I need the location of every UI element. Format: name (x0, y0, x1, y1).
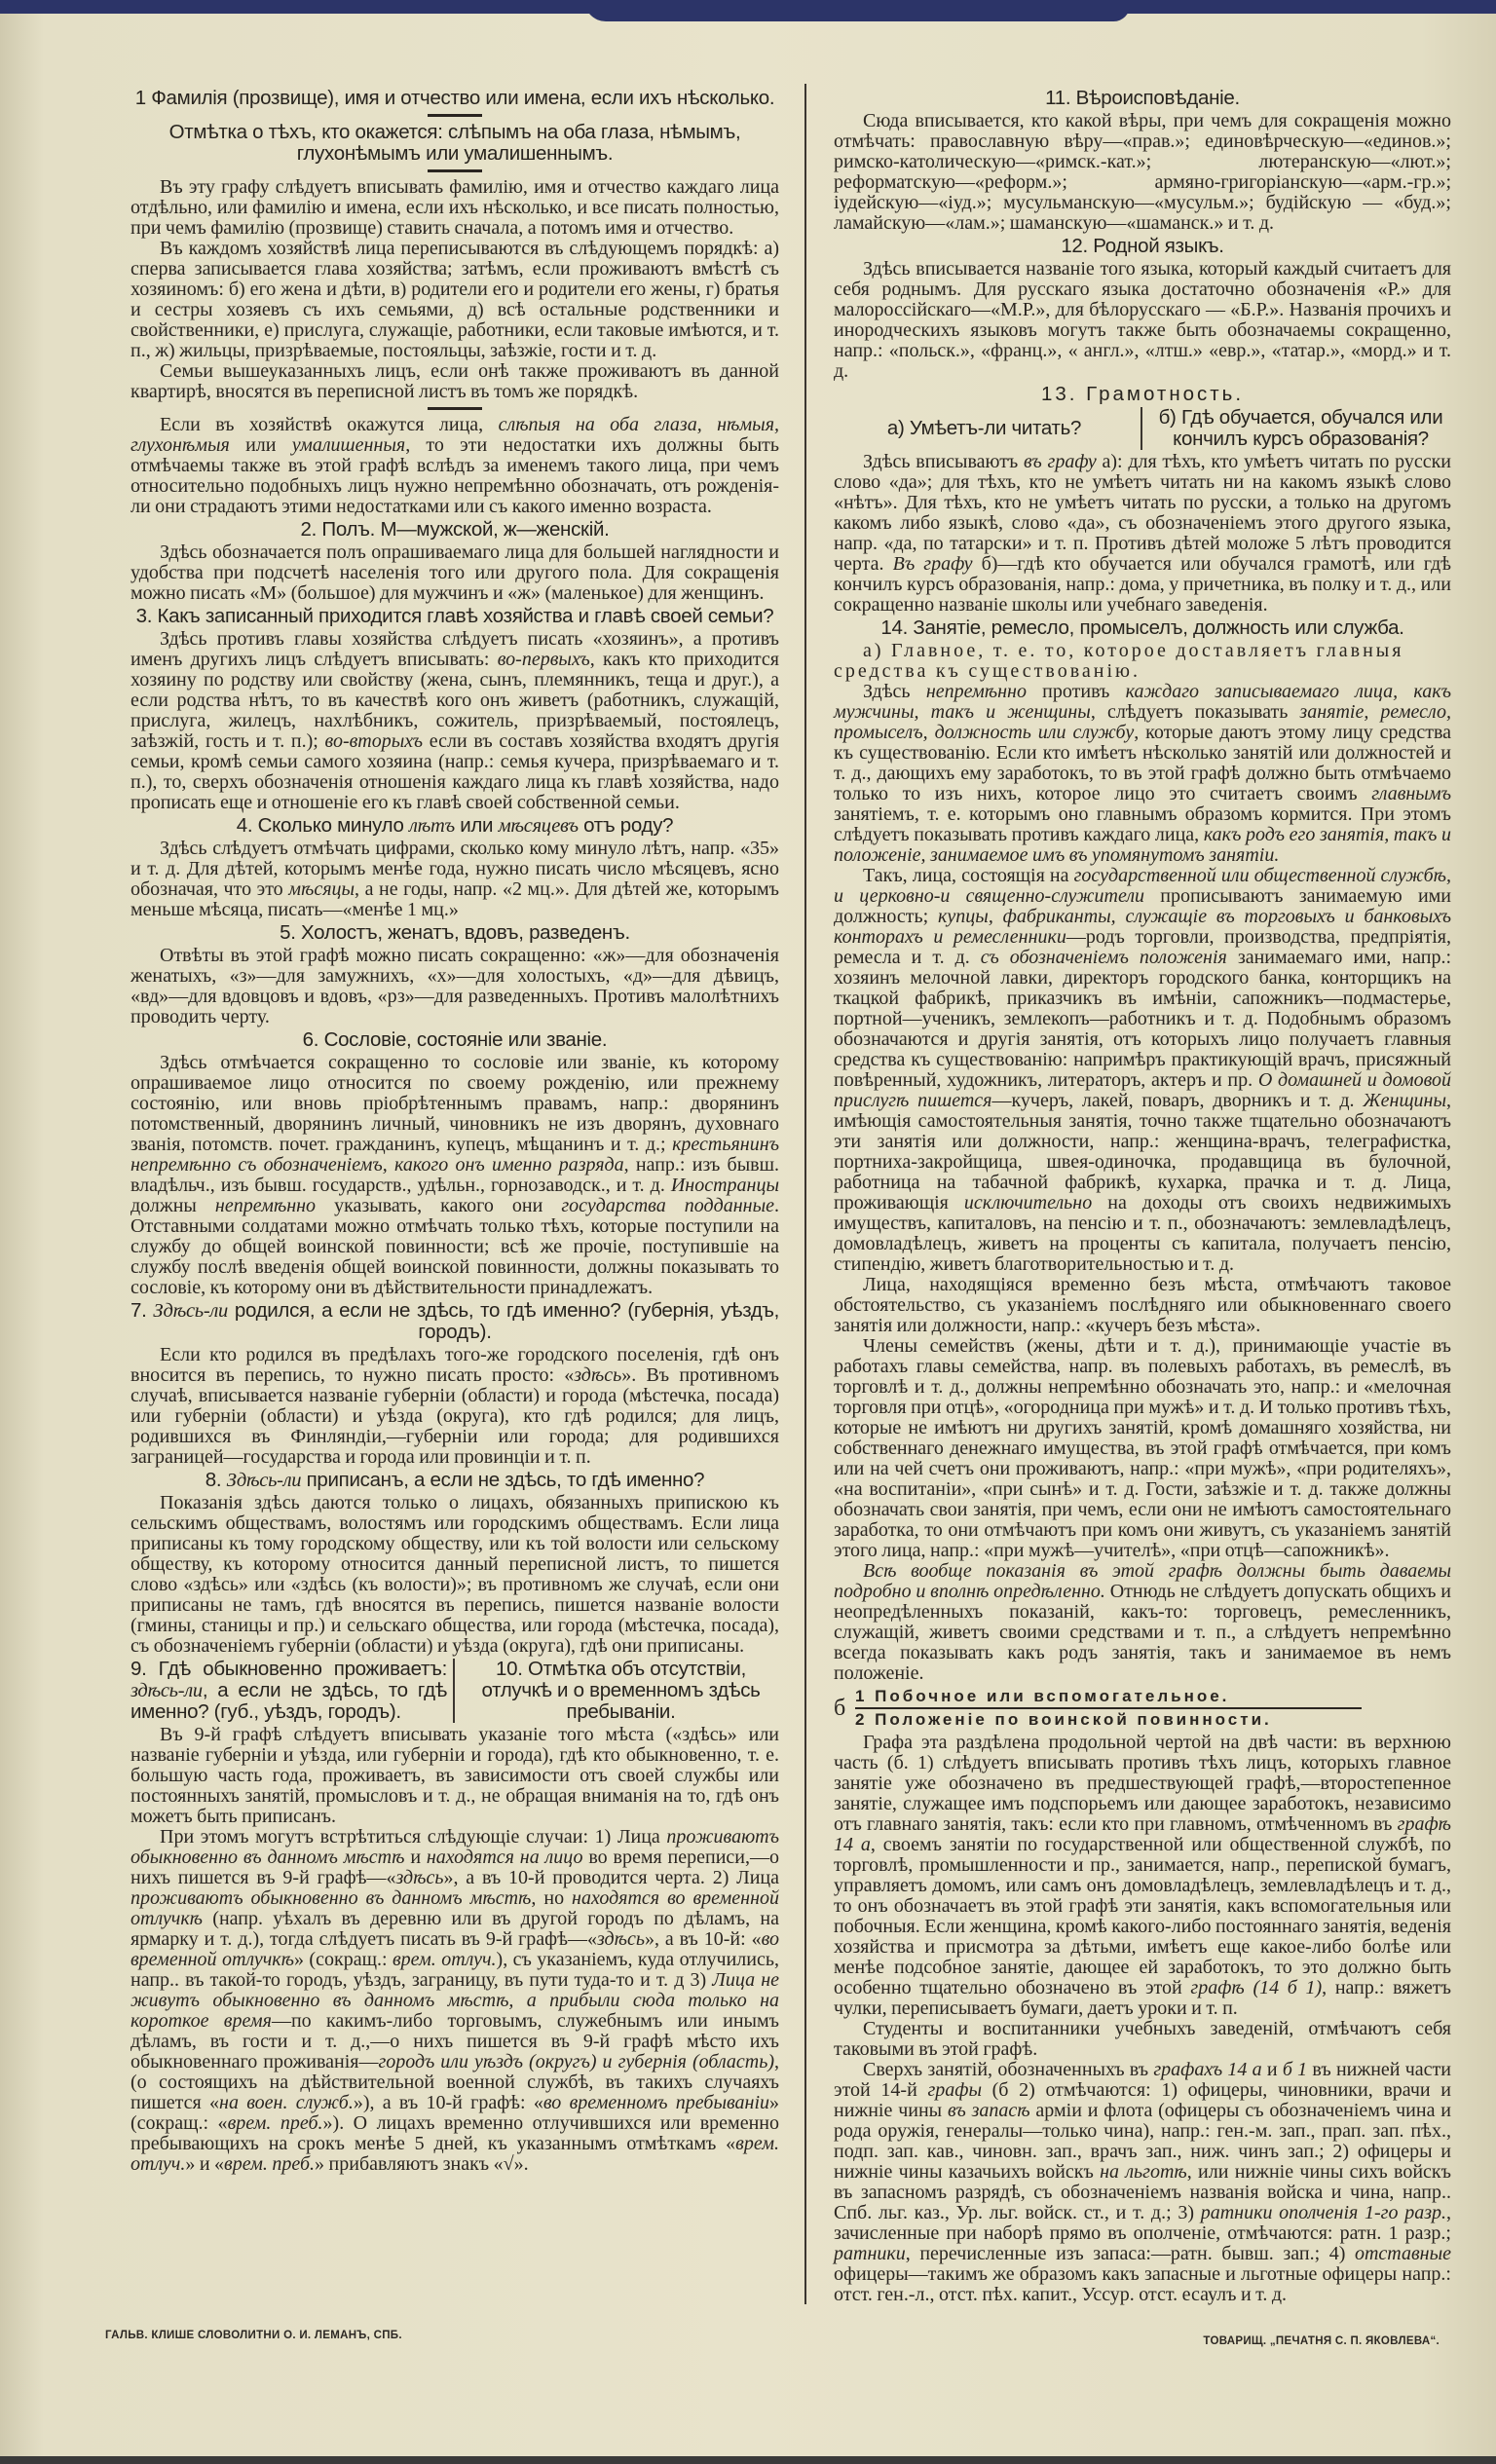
paragraph (131, 1493, 779, 1657)
paragraph (131, 415, 779, 517)
paragraph (131, 629, 779, 813)
section-14-occupation (834, 617, 1451, 2305)
paragraph (131, 1827, 779, 2175)
italic-text-run: графахъ 14 а (1153, 2059, 1262, 2080)
text-run: ), съ указаніемъ, куда отлучились, напр.. въ такой-то городъ, уѣздъ, заграницу, въ пути туда-то и т. д 3) (131, 1949, 779, 1991)
italic-text-run: въ запасѣ (947, 2100, 1030, 2121)
text-run: Здѣсь (863, 681, 926, 702)
italic-text-run: мѣсяцевъ (498, 815, 579, 837)
italic-text-run: Въ графу (892, 553, 973, 575)
text-run: въ нижней части этой 14-й (834, 2059, 1451, 2101)
section-13a-heading (887, 418, 1081, 439)
italic-text-run: врем. преб. (227, 2112, 323, 2134)
text-run: 13. Грамотность. (1040, 383, 1245, 405)
text-run: , слѣдуетъ показывать (1090, 701, 1300, 723)
italic-text-run: исключительно (963, 1192, 1093, 1213)
text-run: Отнюдь не слѣдуетъ допускать общихъ и неопредѣленныхъ показаній, какъ-то: торговецъ, ремесленникъ, служащій, живетъ своими средствами и т. п., а слѣдуетъ непремѣнно всегда показывать какъ родъ занятія, такъ и занимаемое въ немъ положеніе. (834, 1581, 1452, 1684)
text-run: ». Въ противномъ случаѣ, вписывается названіе губерніи (области) и города (мѣстечка, посада) или губерніи (области) и уѣзда (округа), кто гдѣ родился; для лицъ, родившихся въ Финляндіи,—губерніи или города; для родившихся заграницей—государства и города или провинціи и т. п. (131, 1364, 779, 1468)
section-9-heading (131, 1659, 447, 1723)
section-9-10-residence (131, 1659, 779, 2175)
text-run: Такъ, лица, состоящія на (863, 865, 1074, 886)
page-bottom-edge (0, 2456, 1496, 2464)
italic-text-run: находятся на лицо (426, 1847, 583, 1868)
section-13-literacy (834, 384, 1451, 616)
paragraph (131, 542, 779, 604)
text-run: —родъ торговли, производства, предпріятія, ремесла и т. д. (834, 926, 1451, 968)
section-1-heading (131, 88, 779, 109)
italic-text-run: непремѣнно (925, 681, 1027, 702)
paragraph (834, 2019, 1451, 2060)
section-3-heading (131, 606, 779, 627)
text-run: Показанія здѣсь даются только о лицахъ, обязанныхъ припискою къ сельскимъ обществамъ, волостямъ или городскимъ обществамъ. Если лица приписаны къ тому городскому обществу, или къ той волости или сельскому обществу, къ которому относится данный переписной листъ, то пишется слово «здѣсь» или «здѣсь (къ волости)»; въ противномъ же случаѣ, если они приписаны не тамъ, гдѣ вносятся въ перепись, пишется названіе волости (гмины, станицы и пр.) и сельскаго общества, или города (мѣстечка, посада), съ обозначеніемъ губерніи (области) и уѣзда (округа), гдѣ они приписаны. (131, 1492, 779, 1657)
text-run: , то эти недостатки ихъ должны быть отмѣчаемы также въ этой графѣ вслѣдъ за именемъ такого лица, при чемъ относительно подобныхъ лицъ нужно непремѣнно обозначать, отъ рожденія-ли они страдаютъ этими недостатками или съ какого именно возраста. (131, 434, 780, 517)
text-run: а) Главное, т. е. то, которое доставляетъ главныя средства къ существованію. (834, 640, 1404, 682)
italic-text-run: здѣсь-ли (131, 1680, 203, 1701)
section-14a-subheading (834, 641, 1451, 682)
italic-text-run: крестьянинъ непремѣнно съ обозначеніемъ, какого онъ именно разряда (131, 1134, 779, 1176)
italic-text-run: находятся во временной отлучкѣ (131, 1887, 779, 1929)
printer-imprint-right: ТОВАРИЩ. „ПЕЧАТНЯ С. П. ЯКОВЛЕВА“. (1203, 2335, 1440, 2347)
text-run: 11. Вѣроисповѣданіе. (1045, 87, 1240, 109)
section-2-heading (131, 519, 779, 541)
section-14b-subheading (834, 1686, 1451, 1731)
paragraph (131, 1345, 779, 1468)
text-run: —по какимъ-либо торговымъ, служебнымъ или инымъ дѣламъ, въ гости и т. д.,—о нихъ пишется въ 9-й графѣ мѣсто ихъ обыкновеннаго проживанія— (131, 2010, 779, 2072)
section-14b-letter: б (834, 1695, 846, 1721)
italic-text-run: въ графу (1024, 451, 1097, 472)
italic-text-run: занятіе, ремесло, промыселъ, должность или службу (834, 701, 1451, 743)
text-run: , а не годы, напр. «2 мц.». Для дѣтей же, которымъ меньше мѣсяца, писать—«менѣе 1 мц.» (131, 878, 779, 920)
section-6-heading (131, 1029, 779, 1051)
text-run: Въ 9-й графѣ слѣдуетъ вписывать указаніе того мѣста («здѣсь» или названіе губерніи и уѣзда, или губерніи и города), гдѣ кто обыкновенно, т. е. большую часть года, проживаетъ, въ зависимости отъ своей службы или постоянныхъ занятій, промысловъ и т. д., не обращая вниманія на то, гдѣ онъ можетъ быть приписанъ. (131, 1724, 779, 1827)
text-run: и (1261, 2059, 1283, 2080)
section-6-estate (131, 1029, 779, 1298)
text-run: —кучеръ, лакей, поваръ, дворникъ и т. д. (991, 1090, 1364, 1111)
text-run: »). О лицахъ временно отлучившихся или временно пребывающихъ на срокъ менѣе 5 дней, къ указаннымъ отмѣткамъ « (131, 2112, 779, 2154)
text-run: а) Умѣетъ-ли читать? (886, 417, 1082, 439)
text-run: Студенты и воспитанники учебныхъ заведеній, отмѣчаютъ себя таковыми въ этой графѣ. (834, 2018, 1451, 2060)
section-10-heading (463, 1659, 779, 1723)
section-14b1-label: 1 Побочное или вспомогательное. (855, 1686, 1362, 1709)
text-run: а): для тѣхъ, кто умѣетъ читать по русски слово «да»; для тѣхъ, кто не умѣетъ читать ни на какомъ языкѣ слово «нѣтъ». Для тѣхъ, кто не умѣетъ читать по русски, а только на другомъ какомъ либо языкѣ, слово «да», съ обозначеніемъ этого другого языка, напр. «да, по татарски» и т. п. Противъ дѣтей моложе 5 лѣтъ проводится черта. (834, 451, 1451, 575)
text-run: 8. (205, 1469, 227, 1491)
text-run: » (сокращ.: (294, 1949, 393, 1970)
text-run: Если кто родился въ предѣлахъ того-же городского поселенія, гдѣ онъ вносится въ перепись, то нужно писать просто: « (131, 1344, 779, 1386)
text-run: Здѣсь отмѣчается сокращенно то сословіе или званіе, къ которому опрашиваемое лицо относится по своему рожденію, или прежнему состоянію, или вновь пріобрѣтеннымъ правамъ, напр.: дворянинъ потомственный, дворянинъ личный, чиновникъ не изъ дворянъ, духовнаго званія, потомств. почет. гражданинъ, купецъ, мѣщанинъ и т. д.; (131, 1052, 779, 1155)
text-run: арміи и флота (офицеры съ обозначеніемъ чина и рода оружія, генералы—только чина), напр.: ген.-м. зап., прап. зап. пѣх., подп. зап. кав., чиновн. зап., врачъ зап., ниж. чинъ зап.; 2) офицеры и нижніе чины казачьихъ войскъ (834, 2100, 1452, 2183)
text-run: 1 Фамилія (прозвище), имя и отчество или имена, если ихъ нѣсколько. (134, 87, 775, 109)
text-run: , какъ кто приходится хозяину по родству или свойству (жена, сынъ, племянникъ, теща и друг.), а если родства нѣтъ, то въ качествѣ кого онъ живетъ (работникъ, служащій, прислуга, жилецъ, нахлѣбникъ, сожитель, призрѣваемый, постоялецъ, заѣзжій, гость и т. п.); (131, 649, 779, 752)
text-run: Здѣсь вписываютъ (863, 451, 1025, 472)
text-run: Сверхъ занятій, обозначенныхъ въ (863, 2059, 1154, 2080)
italic-text-run: проживаютъ обыкновенно въ данномъ мѣстѣ (131, 1826, 779, 1868)
section-4-age (131, 815, 779, 920)
text-run: , которые даютъ этому лицу средства къ существованію. Если кто имѣетъ нѣсколько занятій или должностей и т. д., дающихъ ему заработокъ, то въ этой графѣ должно быть отмѣчаемо только то изъ нихъ, которое лицо это считаетъ своимъ (834, 722, 1452, 804)
section-5-heading (131, 922, 779, 944)
text-run: , своемъ занятіи по государственной или общественной службѣ, по торговлѣ, промышленности и пр., занимается, напр., перепиской бумагъ, управляетъ домомъ, или самъ онъ домовладѣлецъ, землевладѣлецъ и т. д., то онъ обозначаетъ въ этой графѣ эти занятія, какъ вспомогательныя или побочныя. Если женщина, кромѣ какого-либо постояннаго занятія, веденія хозяйства и присмотра за дѣтьми, имѣетъ еще какое-либо болѣе или менѣе подсобное занятіе, дающее ей заработокъ, то это должно быть особенно тщательно обозначено въ этой (834, 1834, 1452, 1998)
section-14b2-label: 2 Положеніе по воинской повинности. (855, 1710, 1272, 1729)
paragraph (834, 1561, 1451, 1684)
section-9-10-headings (131, 1659, 779, 1723)
italic-text-run: б 1 (1282, 2059, 1308, 2080)
italic-text-run: Лица не живутъ обыкновенно въ данномъ мѣстѣ, а прибыли сюда только на короткое время (131, 1969, 779, 2032)
italic-text-run: во временномъ пребываніи (542, 2092, 770, 2113)
text-run: на доходы отъ своихъ недвижимыхъ имуществъ, капиталовъ, на пенсію и т. п., обозначаютъ: землевладѣлецъ, домовладѣлецъ, живетъ на проценты съ капитала, получаетъ пенсію, стипендію, живетъ благотворительностью и т. д. (834, 1192, 1451, 1275)
text-run: Семьи вышеуказанныхъ лицъ, если онѣ также проживаютъ въ данной квартирѣ, вносятся въ переписной листъ въ томъ же порядкѣ. (131, 360, 779, 402)
text-run: (напр. уѣхалъ въ деревню или въ другой городъ по дѣламъ, на ярмарку и т. д.), тогда слѣдуетъ писать въ 9-й графѣ—« (131, 1908, 779, 1950)
text-run: 10. Отмѣтка объ отсутствіи, отлучкѣ и о временномъ здѣсь пребываніи. (481, 1658, 761, 1723)
text-run: Отмѣтка о тѣхъ, кто окажется: слѣпымъ на оба глаза, нѣмымъ, глухонѣмымъ или умалишеннымъ. (168, 121, 741, 165)
italic-text-run: графы (927, 2079, 982, 2101)
text-run: , напр.: вяжетъ чулки, переписываетъ бумаги, даетъ уроки и т. п. (834, 1977, 1451, 2019)
text-run: »), а въ 10-й графѣ: « (353, 2092, 543, 2113)
italic-text-run: ратники (834, 2243, 906, 2264)
italic-text-run: городъ или уѣздъ (округъ) и губернія (область) (378, 2051, 774, 2072)
paragraph (131, 361, 779, 402)
section-7-heading (131, 1300, 779, 1343)
text-run: указывать, какого они (316, 1195, 562, 1216)
italic-text-run: государства подданные (561, 1195, 774, 1216)
italic-text-run: проживаютъ обыкновенно въ данномъ мѣстѣ (131, 1887, 532, 1909)
text-run: если въ составъ хозяйства входятъ другія семьи, кромѣ семьи самого хозяина (напр.: семья кучера, призрѣваемаго и т. п.), то, сверхъ обозначенія отношенія каждаго лица къ главѣ хозяйства, надо прописать еще и отношеніе его къ главѣ своей собственной семьи. (131, 730, 779, 813)
italic-text-run: Здѣсь-ли (226, 1470, 302, 1491)
text-run: , напр.: изъ бывш. владѣльч., изъ бывш. государств., удѣльн., горнозаводск., и т. д. (131, 1154, 780, 1196)
text-run: во время переписи,—о нихъ пишется въ 9-й графѣ—« (131, 1847, 779, 1888)
text-run: офицеры—такимъ же образомъ какъ запасные и льготные офицеры напр.: отст. ген.-л., отст. пѣх. капит., Уссур. отст. есаулъ и т. д. (834, 2263, 1451, 2305)
text-run: 2. Полъ. М—мужской, ж—женскій. (300, 518, 610, 541)
italic-text-run: ратники ополченія 1-го разр. (1200, 2202, 1446, 2223)
text-run: и (404, 1847, 427, 1868)
text-run: б) Гдѣ обучается, обучался или кончилъ курсъ образованія? (1158, 406, 1443, 450)
italic-text-run: Женщины (1363, 1090, 1447, 1111)
section-4-heading (131, 815, 779, 837)
text-run: или (229, 434, 292, 456)
italic-text-run: лѣтъ (408, 815, 455, 837)
text-run: 9. Гдѣ обыкновенно проживаетъ: (131, 1658, 447, 1680)
text-run: . Отставными солдатами можно отмѣчать только тѣхъ, которые поступили на службу до общей воинской повинности; всѣ же прочіе, поступившіе на службу послѣ введенія общей воинской повинности, должны показывать то сословіе, къ которому они въ дѣйствительности принадлежатъ. (131, 1195, 779, 1298)
italic-text-run: слѣпыя на оба глаза, нѣмыя, глухонѣмыя (131, 414, 779, 456)
divider-rule (428, 169, 482, 172)
page-top-edge-tab (584, 0, 1130, 21)
paragraph (834, 1336, 1451, 1561)
section-13b-heading (1150, 407, 1451, 450)
italic-text-run: Иностранцы (670, 1175, 779, 1196)
text-run: или (454, 814, 499, 837)
left-column (131, 86, 779, 2175)
text-run: Въ каждомъ хозяйствѣ лица переписываются въ слѣдующемъ порядкѣ: а) сперва записывается глава хозяйства; затѣмъ, если проживаютъ вмѣстѣ съ хозяиномъ: б) его жена и дѣти, в) родители его и родители его жены, г) братья и сестры хозяевъ съ ихъ семьями, д) всѣ остальные родственники и свойственники, е) прислуга, служащіе, работники, если таковые имѣются, и т. п., ж) жильцы, призрѣваемые, постояльцы, заѣзжіе, гости и т. д. (131, 238, 779, 361)
text-run: », а въ 10-й проводится черта. 2) Лица (443, 1867, 779, 1888)
section-14-heading (834, 617, 1451, 639)
text-run: , имѣющія самостоятельныя занятія, точно также тщательно обозначаютъ эти занятія или должности, напр.: женщина-врачъ, телеграфистка, портниха-закройщица, швея-одиночка, продавщица въ булочной, работница на табачной фабрикѣ, кухарка, прачка и т. д. Лица, проживающія (834, 1090, 1452, 1213)
text-run: противъ (1026, 681, 1126, 702)
italic-text-run: Здѣсь-ли (153, 1300, 228, 1322)
text-run: занимаемаго ими, напр.: хозяинъ мелочной лавки, директоръ городского банка, конторщикъ на ткацкой фабрикѣ, приказчикъ въ имѣніи, сапожникъ—подмастерье, портной—ученикъ, землекопъ—работникъ и т. д. Подобнымъ образомъ обозначаются и другія занятія, отъ которыхъ лицо получаетъ главныя средства къ существованію: напримѣръ практикующій врачъ, присяжный повѣренный, художникъ, литераторъ, актеръ и пр. (834, 947, 1451, 1091)
text-run: 7. (131, 1299, 154, 1322)
italic-text-run: Всѣ вообще показанія въ этой графѣ должны быть даваемы подробно и вполнѣ опредѣленно. (834, 1560, 1451, 1602)
paragraph (834, 259, 1451, 382)
text-run: , (о состоящихъ на дѣйствительной военной службѣ, въ такихъ случаяхъ пишется « (131, 2051, 779, 2113)
text-run: » (сокращ.: « (131, 2092, 780, 2134)
italic-text-run: врем. преб. (224, 2153, 316, 2175)
printer-imprint-left: ГАЛЬВ. КЛИШЕ СЛОВОЛИТНИ О. И. ЛЕМАНЪ, СПБ. (105, 2330, 402, 2341)
text-run: », а въ 10-й: « (644, 1928, 762, 1950)
text-run: Здѣсь вписывается названіе того языка, который каждый считаетъ для себя роднымъ. Для русскаго языка достаточно обозначенія «Р.» для малороссійскаго—«М.Р.», для бѣлорусскаго — «Б.Р.». Названія прочихъ и инородческихъ языковъ могутъ также быть обозначаемы сокращенно, напр.: «польск.», «франц.», « англ.», «лтш.» «евр.», «татар.», «морд.» и т. д. (834, 258, 1451, 382)
text-run: 4. Сколько минуло (236, 814, 409, 837)
italic-text-run: на воен. служб. (219, 2092, 354, 2113)
section-2-sex (131, 519, 779, 604)
text-run: Графа эта раздѣлена продольной чертой на двѣ части: въ верхнюю часть (б. 1) слѣдуетъ вписывать противъ тѣхъ лицъ, которыхъ главное занятіе уже обозначено въ предшествующей графѣ,—второстепенное занятіе, служащее имъ подспорьемъ или дающее заработокъ, независимо отъ главнаго занятія, такъ: если кто при главномъ, отмѣченномъ въ (834, 1732, 1451, 1835)
italic-text-run: врем. отлуч. (392, 1949, 497, 1970)
paragraph (131, 1053, 779, 1298)
italic-text-run: во-вторыхъ (324, 730, 424, 752)
text-run: Здѣсь обозначается полъ опрашиваемаго лица для большей наглядности и удобства при подсчетѣ населенія того или другого пола. Для сокращенія можно писать «М» (большое) для мужчинъ и «ж» (маленькое) для женщинъ. (131, 541, 779, 604)
text-run: , а если не здѣсь, то гдѣ именно? (губ., уѣздъ, городъ). (131, 1679, 447, 1723)
italic-text-run: государственной или общественной службѣ, и церковно-и священно-служители (834, 865, 1452, 907)
section-5-marital (131, 922, 779, 1027)
paragraph (834, 1275, 1451, 1336)
section-8-registration (131, 1470, 779, 1657)
paragraph (834, 2060, 1451, 2305)
text-run: занятіемъ, т. е. которымъ оно главнымъ образомъ кормится. При этомъ слѣдуетъ показывать противъ каждаго лица, (834, 803, 1451, 845)
paragraph (834, 682, 1451, 866)
section-13-subheadings (834, 407, 1451, 450)
paragraph (834, 452, 1451, 616)
italic-text-run: каждаго записываемаго лица, какъ мужчины, такъ и женщины (834, 681, 1452, 723)
italic-text-run: на льготѣ (1100, 2161, 1187, 2183)
paragraph (834, 111, 1451, 234)
text-run: » прибавляютъ знакъ «√». (315, 2153, 529, 2175)
text-run: 12. Родной языкъ. (1061, 235, 1224, 257)
text-run: б)—гдѣ кто обучается или обучался грамотѣ, или гдѣ кончилъ курсъ образованія, напр.: дома, у причетника, въ полку и т. д., или сокращенно названіе школы или учебнаго заведенія. (834, 553, 1452, 616)
section-3-relation (131, 606, 779, 813)
divider-rule (428, 114, 482, 117)
italic-text-run: умалишенныя (291, 434, 406, 456)
italic-text-run: непремѣнно (214, 1195, 317, 1216)
text-run: Здѣсь противъ главы хозяйства слѣдуетъ писать «хозяинъ», а противъ именъ другихъ лицъ слѣдуетъ вписывать: (131, 628, 779, 670)
text-run: При этомъ могутъ встрѣтиться слѣдующіе случаи: 1) Лица (160, 1826, 667, 1848)
italic-text-run: врем. отлуч. (131, 2133, 779, 2175)
text-run: должны (131, 1195, 215, 1216)
italic-text-run: купцы, фабриканты, служащіе въ торговыхъ и банковыхъ конторахъ и ремесленники (834, 906, 1451, 948)
paragraph (131, 239, 779, 361)
italic-text-run: во временной отлучкѣ (131, 1928, 779, 1970)
italic-text-run: мѣсяцы (288, 878, 355, 900)
italic-text-run: графѣ 14 а (834, 1813, 1451, 1855)
section-13-heading (834, 384, 1451, 405)
section-11-heading (834, 88, 1451, 109)
paragraph (131, 946, 779, 1027)
section-11-religion (834, 88, 1451, 234)
text-run: Здѣсь слѣдуетъ отмѣчать цифрами, сколько кому минуло лѣтъ, напр. «35» и т. д. Для дѣтей, которымъ менѣе года, нужно писать число мѣсяцевъ, ясно обозначая, что это (131, 838, 779, 900)
paragraph (131, 839, 779, 920)
italic-text-run: съ обозначеніемъ положенія (980, 947, 1227, 968)
italic-text-run: главнымъ (1371, 783, 1451, 804)
italic-text-run: какъ родъ его занятія, такъ и положеніе, занимаемое имъ въ упомянутомъ занятіи. (834, 824, 1451, 866)
paragraph (131, 177, 779, 239)
text-run: Сюда вписывается, кто какой вѣры, при чемъ для сокращенія можно отмѣчать: православную вѣру—«прав.»; единовѣрческую—«единов.»; римско-католическую—«римск.-кат.»; лютеранскую—«лют.»; реформатскую—«реформ.»; армяно-григоріанскую—«арм.-гр.»; іудейскую—«іуд.»; мусульманскую—«мусульм.»; будійскую — «буд.»; ламайскую—«лам.»; шаманскую—«шаманск.» и т. д. (834, 110, 1451, 234)
column-divider (804, 84, 806, 2304)
text-run: » и « (185, 2153, 225, 2175)
paragraph (131, 1725, 779, 1827)
italic-text-run: здѣсь (597, 1928, 645, 1950)
text-run: Члены семействъ (жены, дѣти и т. д.), принимающіе участіе въ работахъ главы семейства, напр. въ полевыхъ работахъ, въ ремеслѣ, въ торговлѣ и т. д., должны непремѣнно обозначать это, напр.: и «мелочная торговля при отцѣ», «огородница при мужѣ» и т. д. И только противъ тѣхъ, которые не имѣютъ ни другихъ занятій, кромѣ домашняго хозяйства, ни собственнаго денежнаго имущества, въ этой графѣ отмѣчается, при комъ или на чей счетъ они проживаютъ, напр.: «при мужѣ», «при родителяхъ», «на воспитаніи», «при сынѣ» и т. д. Гости, заѣзжіе и т. д. также должны обозначать свои занятія, при чемъ, если они не имѣютъ самостоятельнаго заработка, то они отмѣчаютъ при комъ они живутъ, съ указаніемъ занятій этого лица, напр.: «при мужѣ—учителѣ», «при отцѣ—сапожникѣ». (834, 1335, 1451, 1561)
right-column (834, 86, 1451, 2305)
section-8-heading (131, 1470, 779, 1491)
section-7-birthplace (131, 1300, 779, 1468)
divider-rule (428, 407, 482, 410)
text-run: Лица, находящіяся временно безъ мѣста, отмѣчаютъ таковое обстоятельство, съ указаніемъ послѣдняго или обыкновеннаго своего занятія или должности, напр.: «кучеръ безъ мѣста». (834, 1274, 1451, 1336)
italic-text-run: здѣсь (574, 1364, 622, 1386)
text-run: , зачисленные при наборѣ прямо въ ополченіе, отмѣчаются: ратн. 1 разр.; (834, 2202, 1451, 2244)
section-1-surname (131, 88, 779, 517)
text-run: отъ роду? (578, 814, 674, 837)
section-12-heading (834, 236, 1451, 257)
text-run: , но (531, 1887, 573, 1909)
text-run: Въ эту графу слѣдуетъ вписывать фамилію, имя и отчество каждаго лица отдѣльно, или фамилію и имена, если ихъ нѣсколько, и все писать полностью, при чемъ фамилію (прозвище) ставить сначала, а потомъ имя и отчество. (131, 176, 779, 239)
italic-text-run: графѣ (14 б 1) (1190, 1977, 1323, 1998)
text-run: приписанъ, а если не здѣсь, то гдѣ именно? (301, 1469, 705, 1491)
paragraph (834, 1733, 1451, 2019)
text-run: (б 2) отмѣчаются: 1) офицеры, чиновники, врачи и нижніе чины (834, 2079, 1451, 2121)
text-run: 5. Холостъ, женатъ, вдовъ, разведенъ. (280, 921, 630, 944)
italic-text-run: здѣсь (395, 1867, 444, 1888)
text-run: 3. Какъ записанный приходится главѣ хозяйства и главѣ своей семьи? (135, 605, 774, 627)
section-1-subheading (131, 122, 779, 165)
text-run: 14. Занятіе, ремесло, промыселъ, должность или служба. (880, 616, 1404, 639)
text-run: , перечисленные изъ запаса:—ратн. бывш. зап.; 4) (905, 2243, 1355, 2264)
text-run: , или нижніе чины сихъ войскъ въ запасномъ разрядѣ, съ обозначеніемъ названія войска и чина, напр.. Спб. льг. каз., Ур. льг. войск. ст., и т. д.; 3) (834, 2161, 1451, 2223)
section-12-language (834, 236, 1451, 382)
text-run: Если въ хозяйствѣ окажутся лица, (160, 414, 499, 435)
text-run: Отвѣты въ этой графѣ можно писать сокращенно: «ж»—для обозначенія женатыхъ, «з»—для замужнихъ, «х»—для холостыхъ, «д»—для дѣвицъ, «вд»—для вдовцовъ и вдовъ, «рз»—для разведенныхъ. Противъ малолѣтнихъ проводить черту. (131, 945, 779, 1027)
text-run: прописываютъ занимаемую ими должность; (834, 885, 1452, 927)
italic-text-run: отставные (1354, 2243, 1451, 2264)
paragraph (834, 866, 1451, 1275)
italic-text-run: О домашней и домовой прислугѣ пишется (834, 1069, 1452, 1111)
italic-text-run: во-первыхъ (497, 649, 590, 670)
text-run: родился, а если не здѣсь, то гдѣ именно? (губернія, уѣздъ, городъ). (227, 1299, 779, 1343)
text-run: 6. Сословіе, состояніе или званіе. (302, 1028, 608, 1051)
